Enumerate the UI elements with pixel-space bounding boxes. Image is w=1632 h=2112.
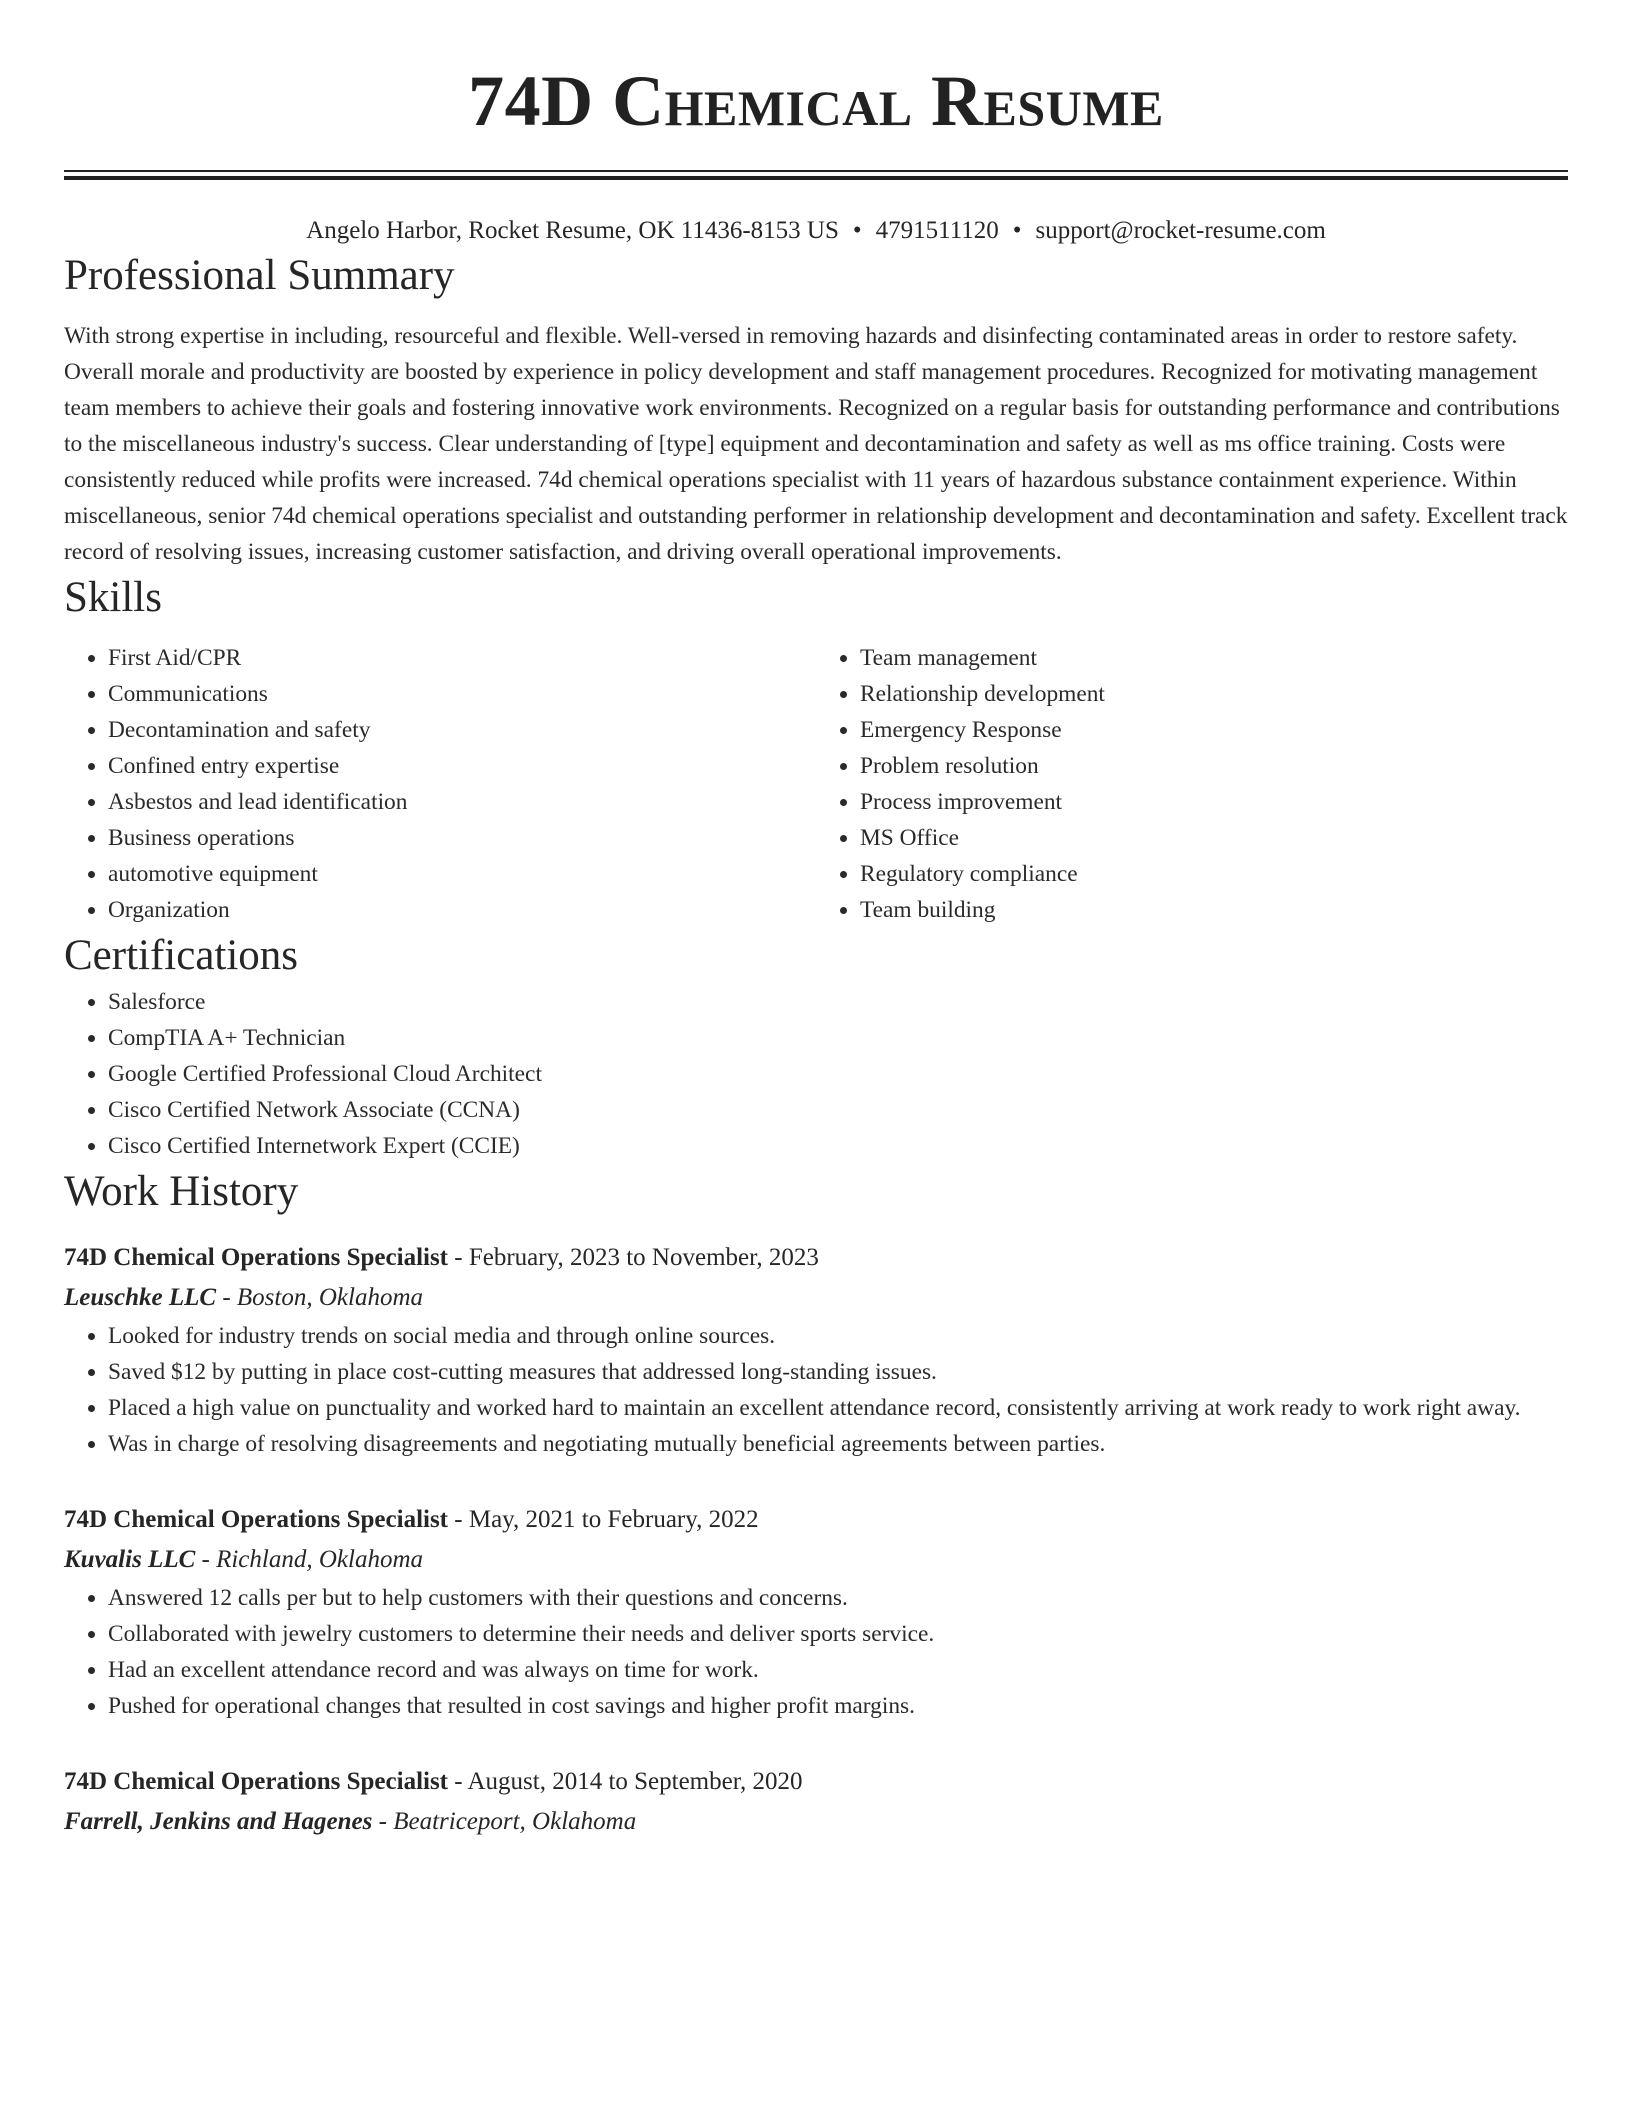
certification-item: • Google Certified Professional Cloud Architect	[108, 1056, 1568, 1092]
job-company-line: Kuvalis LLC - Richland, Oklahoma	[64, 1546, 424, 1573]
job-entry	[64, 1238, 1568, 1462]
job-company: Kuvalis LLC	[64, 1546, 196, 1573]
skills-columns	[64, 640, 1568, 928]
job-bullet: • Looked for industry trends on social media and through online sources.	[108, 1318, 1568, 1354]
job-company: Leuschke LLC	[64, 1284, 217, 1311]
job-company: Farrell, Jenkins and Hagenes	[64, 1808, 373, 1835]
job-bullet: • Was in charge of resolving disagreements and negotiating mutually beneficial agreements between parties.	[108, 1426, 1568, 1462]
skills-heading: Skills	[64, 574, 162, 621]
skill-item: • MS Office	[860, 820, 1568, 856]
job-company-line: Leuschke LLC - Boston, Oklahoma	[64, 1284, 424, 1311]
skill-item: • Process improvement	[860, 784, 1568, 820]
skill-item: • Asbestos and lead identification	[108, 784, 816, 820]
contact-phone: 4791511120	[875, 217, 999, 244]
certification-item: • Cisco Certified Internetwork Expert (CCIE)	[108, 1128, 1568, 1164]
certification-item: • CompTIA A+ Technician	[108, 1020, 1568, 1056]
job-bullet: • Placed a high value on punctuality and worked hard to maintain an excellent attendance record, consistently arriving at work ready to work right away.	[108, 1390, 1568, 1426]
summary-section	[64, 248, 1568, 570]
job-bullet: • Pushed for operational changes that resulted in cost savings and higher profit margins.	[108, 1688, 1568, 1724]
contact-email: support@rocket-resume.com	[1035, 217, 1326, 244]
skills-section	[64, 570, 1568, 928]
job-bullet: • Collaborated with jewelry customers to determine their needs and deliver sports service.	[108, 1616, 1568, 1652]
skill-item: • Emergency Response	[860, 712, 1568, 748]
job-bullets	[64, 1580, 1568, 1724]
certifications-list	[64, 984, 1568, 1164]
job-bullet: • Answered 12 calls per but to help customers with their questions and concerns.	[108, 1580, 1568, 1616]
summary-text: With strong expertise in including, resourceful and flexible. Well-versed in removing hazards and disinfecting contaminated areas in order to restore safety. Overall morale and productivity are boosted by experience in policy development and staff management procedures. Recognized for motivating management team members to achieve their goals and fostering innovative work environments. Recognized on a regular basis for outstanding performance and contributions to the miscellaneous industry's success. Clear understanding of [type] equipment and decontamination and safety as well as ms office training. Costs were consistently reduced while profits were increased. 74d chemical operations specialist with 11 years of hazardous substance containment experience. Within miscellaneous, senior 74d chemical operations specialist and outstanding performer in relationship development and decontamination and safety. Excellent track record of resolving issues, increasing customer satisfaction, and driving overall operational improvements.	[64, 323, 1568, 565]
job-title: 74D Chemical Operations Specialist	[64, 1768, 449, 1795]
skill-item: • automotive equipment	[108, 856, 816, 892]
work-history-section	[64, 1164, 1568, 1842]
skill-item: • Team building	[860, 892, 1568, 928]
resume-title: 74D Chemical Resume	[468, 61, 1164, 141]
skill-item: • Problem resolution	[860, 748, 1568, 784]
job-bullets	[64, 1318, 1568, 1462]
job-location: Boston, Oklahoma	[236, 1284, 424, 1311]
contact-separator: •	[852, 217, 862, 244]
skill-item: • First Aid/CPR	[108, 640, 816, 676]
job-title-line: 74D Chemical Operations Specialist - February, 2023 to November, 2023	[64, 1244, 819, 1271]
skill-item: • Confined entry expertise	[108, 748, 816, 784]
contact-address: Angelo Harbor, Rocket Resume, OK 11436-8153 US	[306, 217, 839, 244]
job-location: Richland, Oklahoma	[216, 1546, 424, 1573]
job-bullet: • Saved $12 by putting in place cost-cutting measures that addressed long-standing issues.	[108, 1354, 1568, 1390]
title-divider	[64, 170, 1568, 180]
summary-heading: Professional Summary	[64, 252, 455, 299]
certifications-section	[64, 928, 1568, 1164]
skill-item: • Business operations	[108, 820, 816, 856]
job-title: 74D Chemical Operations Specialist	[64, 1506, 449, 1533]
contact-line	[64, 214, 1568, 248]
skill-item: • Communications	[108, 676, 816, 712]
job-location: Beatriceport, Oklahoma	[393, 1808, 637, 1835]
certifications-heading: Certifications	[64, 932, 299, 979]
certification-item: • Salesforce	[108, 984, 1568, 1020]
work-history-heading: Work History	[64, 1168, 299, 1215]
skill-item: • Decontamination and safety	[108, 712, 816, 748]
job-company-line: Farrell, Jenkins and Hagenes - Beatriceport, Oklahoma	[64, 1808, 637, 1835]
skills-list-right	[816, 640, 1568, 928]
certification-item: • Cisco Certified Network Associate (CCNA)	[108, 1092, 1568, 1128]
skill-item: • Regulatory compliance	[860, 856, 1568, 892]
skills-list-left	[64, 640, 816, 928]
job-title: 74D Chemical Operations Specialist	[64, 1244, 449, 1271]
job-title-line: 74D Chemical Operations Specialist - May, 2021 to February, 2022	[64, 1506, 759, 1533]
skill-item: • Relationship development	[860, 676, 1568, 712]
job-entry	[64, 1762, 1568, 1842]
job-dates: February, 2023 to November, 2023	[468, 1244, 819, 1271]
skill-item: • Team management	[860, 640, 1568, 676]
job-dates: August, 2014 to September, 2020	[467, 1768, 803, 1795]
skill-item: • Organization	[108, 892, 816, 928]
job-dates: May, 2021 to February, 2022	[468, 1506, 759, 1533]
job-title-line: 74D Chemical Operations Specialist - August, 2014 to September, 2020	[64, 1768, 803, 1795]
job-entry	[64, 1500, 1568, 1724]
contact-separator: •	[1012, 217, 1022, 244]
job-bullet: • Had an excellent attendance record and was always on time for work.	[108, 1652, 1568, 1688]
